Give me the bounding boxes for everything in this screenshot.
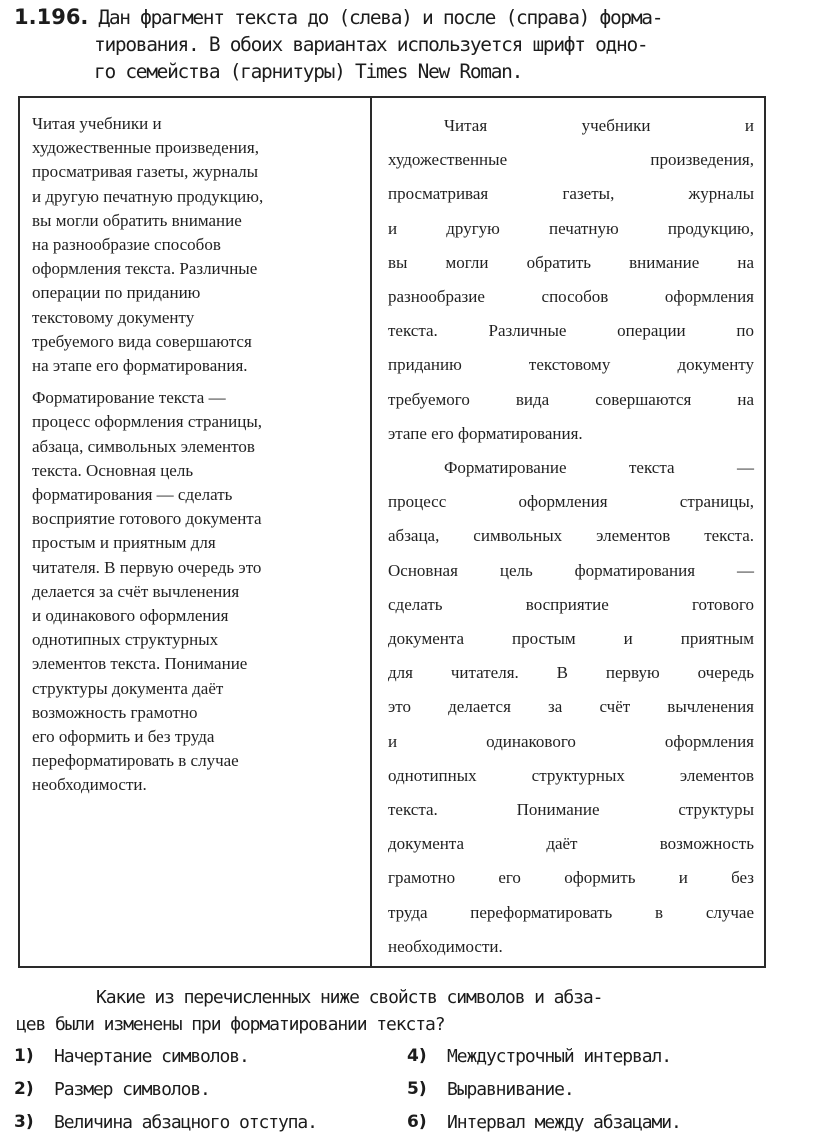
option-6 — [407, 1106, 681, 1139]
text-line: делается за счёт вычленения — [32, 581, 240, 601]
option-number: 6) — [407, 1112, 427, 1132]
text-line: сделать восприятие готового — [388, 594, 754, 614]
text-after-formatting — [372, 98, 764, 966]
option-text: Междустрочный интервал. — [447, 1046, 671, 1067]
text-line: элементов текста. Понимание — [32, 654, 248, 674]
text-line: текста. Различные операции по — [388, 321, 754, 341]
text-line: и одинакового оформления — [388, 731, 754, 751]
text-line: грамотно его оформить и без — [388, 868, 754, 888]
option-5 — [407, 1073, 574, 1106]
text-line: этапе его форматирования. — [388, 423, 583, 443]
text-before-formatting — [20, 98, 370, 966]
text-line: и другую печатную продукцию, — [388, 218, 754, 238]
text-line: его оформить и без труда — [32, 727, 215, 747]
text-line: Форматирование текста — — [32, 388, 226, 408]
text-line: форматирования — сделать — [32, 485, 233, 505]
comparison-table — [18, 96, 766, 968]
text-line: просматривая газеты, журналы — [32, 162, 259, 182]
option-number: 5) — [407, 1079, 427, 1099]
option-number: 4) — [407, 1046, 427, 1066]
text-line: текстовому документу — [32, 307, 195, 327]
task-statement — [14, 4, 804, 85]
text-line: вы могли обратить внимание — [32, 210, 242, 230]
options-row — [14, 1040, 804, 1073]
text-line: необходимости. — [32, 775, 147, 795]
text-line: труда переформатировать в случае — [388, 902, 754, 922]
text-line: это делается за счёт вычленения — [388, 697, 754, 717]
text-line: оформления текста. Различные — [32, 259, 258, 279]
text-line: переформатировать в случае — [32, 751, 239, 771]
task-line: тирования. В обоих вариантах используется шрифт одно- — [94, 33, 648, 56]
text-line: и другую печатную продукцию, — [32, 186, 264, 206]
text-line: на разнообразие способов — [32, 235, 221, 255]
text-line: вы могли обратить внимание на — [388, 252, 754, 272]
text-line: простым и приятным для — [32, 533, 216, 553]
task-number: 1.196. — [14, 5, 89, 29]
text-line: разнообразие способов оформления — [388, 287, 754, 307]
text-line: просматривая газеты, журналы — [388, 184, 754, 204]
text-line: необходимости. — [388, 936, 503, 956]
text-line: абзаца, символьных элементов — [32, 436, 255, 456]
text-line: Форматирование текста — — [444, 458, 754, 478]
question-line: Какие из перечисленных ниже свойств символов и абза- — [96, 987, 603, 1008]
text-line: на этапе его форматирования. — [32, 356, 248, 376]
option-number: 2) — [14, 1079, 34, 1099]
paragraph — [32, 386, 360, 797]
option-text: Начертание символов. — [54, 1046, 249, 1067]
text-line: и одинакового оформления — [32, 606, 229, 626]
text-line: процесс оформления страницы, — [32, 412, 263, 432]
text-line: для читателя. В первую очередь — [388, 663, 754, 683]
text-line: восприятие готового документа — [32, 509, 262, 529]
paragraph — [388, 451, 754, 964]
text-line: возможность грамотно — [32, 702, 198, 722]
option-text: Размер символов. — [54, 1079, 210, 1100]
text-line: Читая учебники и — [444, 116, 754, 135]
paragraph — [32, 112, 360, 378]
text-line: однотипных структурных элементов — [388, 765, 754, 785]
text-line: документа даёт возможность — [388, 834, 754, 854]
question-line: цев были изменены при форматировании текста? — [16, 1014, 445, 1035]
task-line — [14, 4, 804, 31]
option-text: Величина абзацного отступа. — [54, 1112, 317, 1133]
text-line: документа простым и приятным — [388, 629, 754, 649]
options-row — [14, 1073, 804, 1106]
option-2 — [14, 1073, 407, 1106]
text-line: Читая учебники и — [32, 114, 162, 133]
task-text: Дан фрагмент текста до (слева) и после (справа) форма- — [98, 6, 663, 29]
option-number: 1) — [14, 1046, 34, 1066]
option-1 — [14, 1040, 407, 1073]
text-line: требуемого вида совершаются на — [388, 389, 754, 409]
text-line: читателя. В первую очередь это — [32, 557, 262, 577]
option-number: 3) — [14, 1112, 34, 1132]
option-text: Интервал между абзацами. — [447, 1112, 681, 1133]
paragraph-gap — [32, 378, 360, 386]
text-line: структуры документа даёт — [32, 678, 224, 698]
question — [16, 984, 796, 1038]
text-line: операции по приданию — [32, 283, 201, 303]
text-line: текста. Понимание структуры — [388, 800, 754, 820]
text-line: приданию текстовому документу — [388, 355, 754, 375]
option-text: Выравнивание. — [447, 1079, 574, 1100]
option-4 — [407, 1040, 671, 1073]
text-line: художественные произведения, — [388, 150, 754, 170]
text-line: художественные произведения, — [32, 138, 259, 158]
text-line: текста. Основная цель — [32, 460, 194, 480]
text-line: Основная цель форматирования — — [388, 560, 754, 580]
text-line: однотипных структурных — [32, 630, 219, 650]
text-line: требуемого вида совершаются — [32, 331, 252, 351]
text-line: процесс оформления страницы, — [388, 492, 754, 512]
task-line: го семейства (гарнитуры) Times New Roman. — [94, 60, 523, 83]
answer-options — [14, 1040, 804, 1139]
option-3 — [14, 1106, 407, 1139]
paragraph — [388, 109, 754, 451]
options-row — [14, 1106, 804, 1139]
text-line: абзаца, символьных элементов текста. — [388, 526, 754, 546]
